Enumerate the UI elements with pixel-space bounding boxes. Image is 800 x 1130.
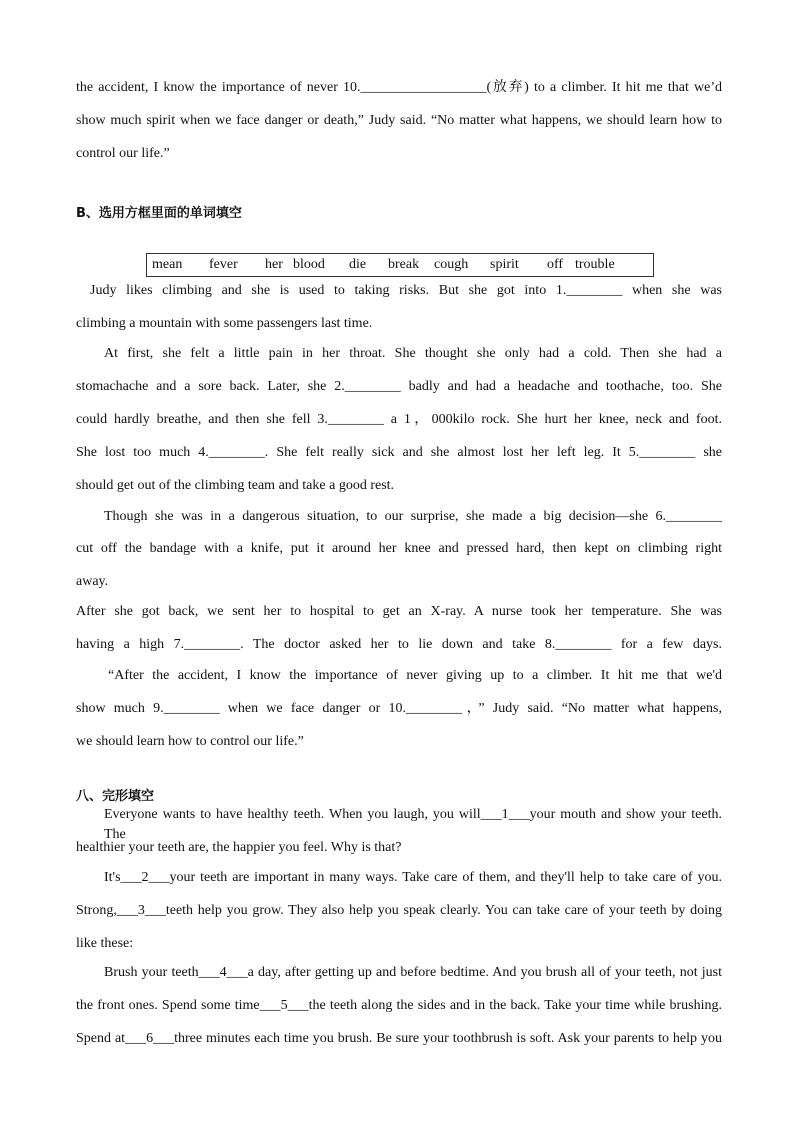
word-box-item: blood: [293, 257, 325, 272]
text-line: At first, she felt a little pain in her throat. She thought she only had a cold. Then she had a: [104, 346, 722, 361]
text-line: the front ones. Spend some time___5___the teeth along the sides and in the back. Take your time while brushing.: [76, 998, 722, 1013]
section-heading: B、选用方框里面的单词填空: [76, 206, 242, 221]
word-box-item: die: [349, 257, 367, 272]
text-line: away.: [76, 574, 109, 589]
word-box-item: break: [388, 257, 420, 272]
word-box-item: spirit: [490, 257, 519, 272]
text-line: It's___2___your teeth are important in many ways. Take care of them, and they'll help to take care of you.: [104, 870, 722, 885]
text-line: Though she was in a dangerous situation, to our surprise, she made a big decision—she 6.________: [104, 509, 722, 524]
text-line: show much spirit when we face danger or death,” Judy said. “No matter what happens, we should learn how to: [76, 113, 722, 128]
text-line: healthier your teeth are, the happier you feel. Why is that?: [76, 840, 402, 855]
text-line: Strong,___3___teeth help you grow. They also help you speak clearly. You can take care of your teeth by doing: [76, 903, 722, 918]
word-box: [146, 253, 654, 277]
text-line: Everyone wants to have healthy teeth. When you laugh, you will___1___your mouth and show your teeth. The: [104, 807, 722, 842]
text-line: we should learn how to control our life.”: [76, 734, 304, 749]
word-box-item: mean: [152, 257, 183, 272]
word-box-item: off: [547, 257, 564, 272]
text-line: climbing a mountain with some passengers last time.: [76, 316, 373, 331]
text-line: like these:: [76, 936, 134, 951]
text-line: “After the accident, I know the importance of never giving up to a climber. It hit me that we'd: [108, 668, 722, 683]
word-box-item: fever: [209, 257, 238, 272]
text-line: could hardly breathe, and then she fell 3.________ a 1，000kilo rock. She hurt her knee, neck and foot.: [76, 412, 722, 427]
text-line: control our life.”: [76, 146, 170, 161]
word-box-item: cough: [434, 257, 469, 272]
text-line: Judy likes climbing and she is used to taking risks. But she got into 1.________ when she was: [90, 283, 722, 298]
text-line: Spend at___6___three minutes each time you brush. Be sure your toothbrush is soft. Ask your parents to help you: [76, 1031, 722, 1046]
text-line: After she got back, we sent her to hospital to get an X-ray. A nurse took her temperature. She was: [76, 604, 722, 619]
text-line: Brush your teeth___4___a day, after getting up and before bedtime. And you brush all of your teeth, not just: [104, 965, 722, 980]
section-heading: 八、完形填空: [76, 789, 155, 804]
word-box-item: her: [265, 257, 283, 272]
text-line: should get out of the climbing team and take a good rest.: [76, 478, 395, 493]
text-line: having a high 7.________. The doctor asked her to lie down and take 8.________ for a few days.: [76, 637, 722, 652]
word-box-item: trouble: [575, 257, 615, 272]
text-line: stomachache and a sore back. Later, she 2.________ badly and had a headache and toothache, too. She: [76, 379, 722, 394]
text-line: show much 9.________ when we face danger or 10.________，” Judy said. “No matter what happens,: [76, 701, 722, 716]
text-line: She lost too much 4.________. She felt really sick and she almost lost her left leg. It 5.________ she: [76, 445, 722, 460]
text-line: the accident, I know the importance of never 10.__________________(放弃) to a climber. It hit me that we’d: [76, 80, 722, 95]
text-line: cut off the bandage with a knife, put it around her knee and pressed hard, then kept on climbing right: [76, 541, 722, 556]
